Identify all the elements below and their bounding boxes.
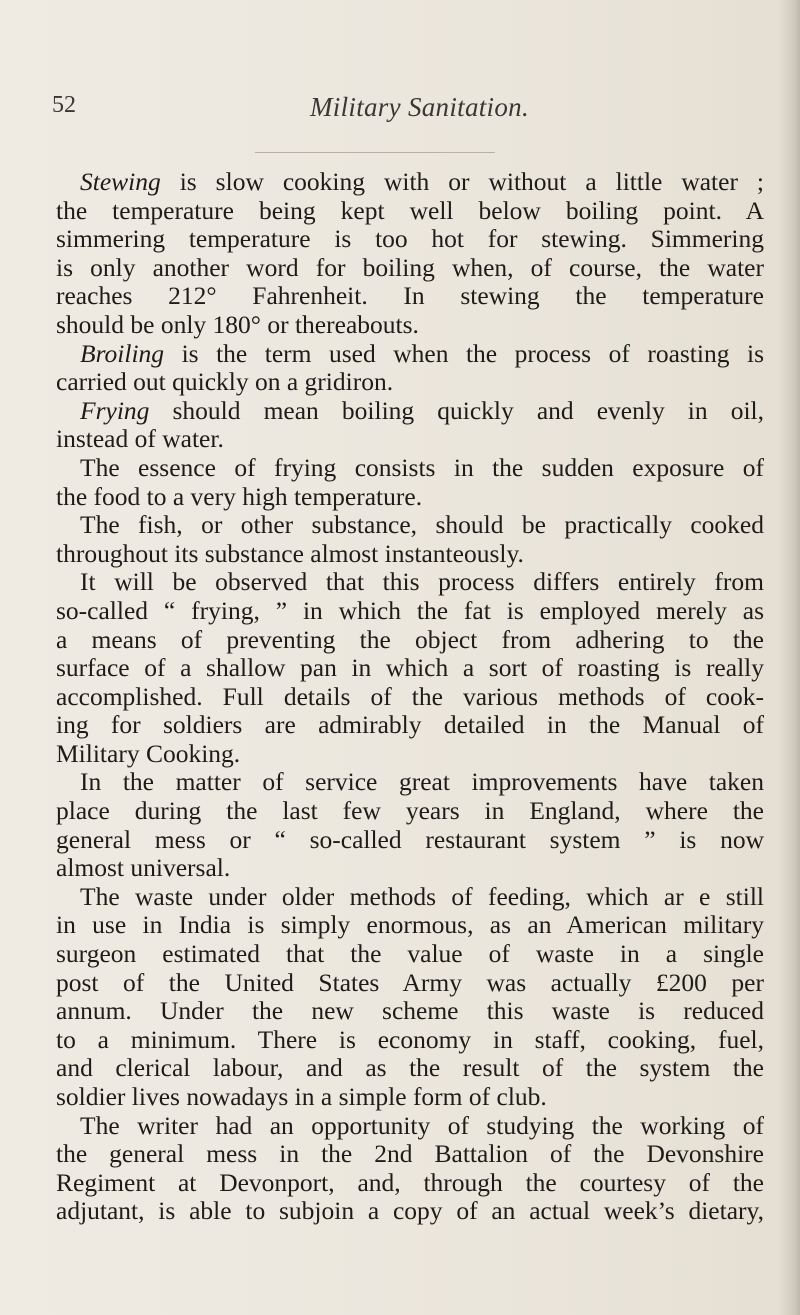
line-text: reaches 212° Fahrenheit. In stewing the temperature	[56, 281, 764, 311]
italic-term: Broiling	[80, 338, 165, 368]
text-line	[56, 940, 764, 969]
line-text: throughout its substance almost instanteously.	[56, 538, 524, 568]
line-text: is slow cooking with or without a little water ;	[160, 167, 764, 196]
line-text: almost universal.	[56, 853, 231, 883]
text-line	[56, 997, 764, 1026]
text-line	[56, 911, 764, 940]
line-text: It will be observed that this process differs entirely from	[80, 567, 764, 597]
line-text: post of the United States Army was actually £200 per	[56, 967, 764, 997]
line-text: in use in India is simply enormous, as an American military	[56, 910, 764, 940]
line-text: the general mess in the 2nd Battalion of the Devonshire	[56, 1139, 764, 1169]
line-text: is the term used when the process of roasting is	[164, 338, 764, 368]
text-line	[56, 483, 764, 512]
line-text: and clerical labour, and as the result of the system the	[56, 1053, 764, 1083]
body-text	[56, 168, 764, 1226]
line-text: to a minimum. There is economy in staff, cooking, fuel,	[56, 1024, 764, 1054]
line-text: ing for soldiers are admirably detailed in the Manual of	[56, 710, 764, 740]
text-line	[56, 1112, 764, 1141]
text-line	[56, 282, 764, 311]
page-header	[52, 92, 752, 132]
italic-term: Frying	[80, 395, 150, 425]
line-text: a means of preventing the object from adhering to the	[56, 624, 764, 654]
text-line	[56, 711, 764, 740]
page-number: 52	[52, 92, 76, 118]
line-text: carried out quickly on a gridiron.	[56, 367, 394, 397]
text-line	[56, 883, 764, 912]
text-line	[56, 768, 764, 797]
line-text: In the matter of service great improvements have taken	[80, 767, 764, 797]
page-edge-shadow	[778, 0, 800, 1315]
text-line	[56, 511, 764, 540]
line-text: Regiment at Devonport, and, through the courtesy of the	[56, 1167, 764, 1197]
text-line	[56, 454, 764, 483]
line-text: place during the last few years in England, where the	[56, 796, 764, 826]
text-line	[56, 969, 764, 998]
line-text: instead of water.	[56, 424, 224, 454]
header-rule	[255, 152, 495, 153]
line-text: the temperature being kept well below boiling point. A	[56, 195, 764, 225]
italic-term: Stewing	[80, 167, 161, 196]
text-line	[56, 168, 764, 197]
text-line	[56, 254, 764, 283]
line-text: soldier lives nowadays in a simple form of club.	[56, 1082, 547, 1111]
line-text: accomplished. Full details of the various methods of cook-	[56, 681, 764, 711]
text-line	[56, 1197, 764, 1226]
line-text: surface of a shallow pan in which a sort of roasting is really	[56, 653, 764, 683]
line-text: general mess or “ so-called restaurant system ” is now	[56, 824, 764, 854]
text-line	[56, 854, 764, 883]
line-text: surgeon estimated that the value of waste in a single	[56, 939, 764, 969]
text-line	[56, 225, 764, 254]
text-line	[56, 568, 764, 597]
text-line	[56, 826, 764, 855]
line-text: simmering temperature is too hot for stewing. Simmering	[56, 224, 764, 254]
text-line	[56, 654, 764, 683]
text-line	[56, 740, 764, 769]
text-line	[56, 683, 764, 712]
text-line	[56, 311, 764, 340]
text-line	[56, 425, 764, 454]
line-text: should mean boiling quickly and evenly in oil,	[149, 395, 764, 425]
line-text: Military Cooking.	[56, 738, 241, 768]
text-line	[56, 1054, 764, 1083]
line-text: The waste under older methods of feeding, which ar e still	[80, 881, 764, 911]
text-line	[56, 397, 764, 426]
text-line	[56, 1140, 764, 1169]
text-line	[56, 368, 764, 397]
line-text: The fish, or other substance, should be practically cooked	[80, 510, 764, 540]
text-line	[56, 1026, 764, 1055]
text-line	[56, 340, 764, 369]
running-title: Military Sanitation.	[310, 92, 529, 122]
line-text: adjutant, is able to subjoin a copy of an actual week’s dietary,	[56, 1196, 764, 1226]
text-line	[56, 1083, 764, 1112]
text-line	[56, 540, 764, 569]
text-line	[56, 1169, 764, 1198]
line-text: is only another word for boiling when, of course, the water	[56, 252, 764, 282]
text-line	[56, 626, 764, 655]
line-text: the food to a very high temperature.	[56, 481, 423, 511]
text-line	[56, 197, 764, 226]
line-text: should be only 180° or thereabouts.	[56, 309, 419, 339]
text-line	[56, 597, 764, 626]
line-text: The writer had an opportunity of studying the working of	[80, 1110, 764, 1140]
line-text: The essence of frying consists in the sudden exposure of	[80, 452, 764, 482]
line-text: so-called “ frying, ” in which the fat is employed merely as	[56, 595, 764, 625]
line-text: annum. Under the new scheme this waste is reduced	[56, 996, 764, 1026]
text-line	[56, 797, 764, 826]
